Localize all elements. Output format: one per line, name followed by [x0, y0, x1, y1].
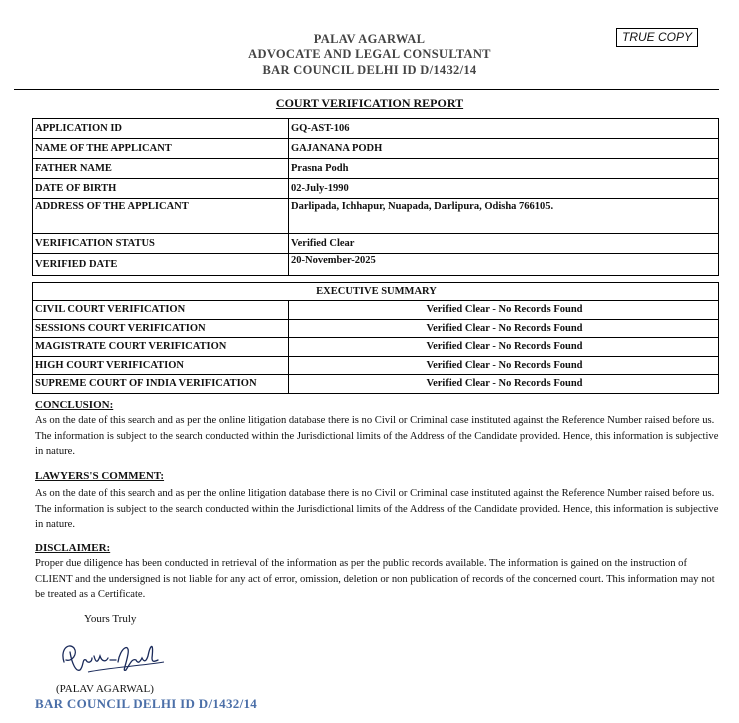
- conclusion-heading: CONCLUSION:: [35, 399, 114, 411]
- detail-value: GQ-AST-106: [289, 119, 719, 139]
- detail-value: 02-July-1990: [289, 179, 719, 199]
- table-row: [33, 319, 719, 338]
- table-row: [33, 283, 719, 301]
- summary-heading: EXECUTIVE SUMMARY: [33, 283, 719, 301]
- detail-value: Prasna Podh: [289, 159, 719, 179]
- summary-value: Verified Clear - No Records Found: [289, 301, 719, 320]
- summary-label: SESSIONS COURT VERIFICATION: [33, 319, 289, 338]
- table-row: [33, 356, 719, 375]
- table-row: [33, 139, 719, 159]
- letterhead-title: ADVOCATE AND LEGAL CONSULTANT: [248, 47, 491, 61]
- summary-value: Verified Clear - No Records Found: [289, 375, 719, 394]
- signatory-name: (PALAV AGARWAL): [56, 683, 154, 695]
- detail-label: VERIFICATION STATUS: [33, 234, 289, 254]
- disclaimer-text: Proper due diligence has been conducted in retrieval of the information as per the public records available. The information is gained on the instruction of CLIENT and the undersigned is not liable for any act of error, omission, deletion or non publication of records of the concerned court. This information may not be treated as a Certificate.: [35, 558, 715, 600]
- comment-heading: LAWYERS'S COMMENT:: [35, 470, 165, 482]
- table-row: [33, 234, 719, 254]
- detail-label: NAME OF THE APPLICANT: [33, 139, 289, 159]
- table-row: [33, 159, 719, 179]
- table-row: [33, 301, 719, 320]
- report-title: COURT VERIFICATION REPORT: [275, 96, 464, 110]
- applicant-details-table: [32, 118, 719, 276]
- summary-value: Verified Clear - No Records Found: [289, 338, 719, 357]
- summary-value: Verified Clear - No Records Found: [289, 356, 719, 375]
- detail-label: FATHER NAME: [33, 159, 289, 179]
- header-divider: [14, 89, 719, 90]
- detail-value: 20-November-2025: [289, 254, 719, 276]
- letterhead-name: PALAV AGARWAL: [313, 32, 426, 46]
- signatory-bar-id: BAR COUNCIL DELHI ID D/1432/14: [35, 696, 258, 711]
- summary-label: CIVIL COURT VERIFICATION: [33, 301, 289, 320]
- detail-label: ADDRESS OF THE APPLICANT: [33, 199, 289, 234]
- summary-label: SUPREME COURT OF INDIA VERIFICATION: [33, 375, 289, 394]
- summary-value: Verified Clear - No Records Found: [289, 319, 719, 338]
- conclusion-text: As on the date of this search and as per the online litigation database there is no Civil or Criminal case instituted against the Reference Number raised before us. The information is subject to the search conducted within the Jurisdictional limits of the Address of the Candidate provided. Hence, this information is subjective in nature.: [35, 415, 719, 457]
- comment-text: As on the date of this search and as per the online litigation database there is no Civil or Criminal case instituted against the Reference Number raised before us. The information is subject to the search conducted within the Jurisdictional limits of the Address of the Candidate provided. Hence, this information is subjective in nature.: [35, 488, 719, 530]
- detail-value: Darlipada, Ichhapur, Nuapada, Darlipura, Odisha 766105.: [289, 199, 719, 234]
- detail-label: APPLICATION ID: [33, 119, 289, 139]
- letterhead-bar-id: BAR COUNCIL DELHI ID D/1432/14: [262, 63, 477, 77]
- executive-summary-table: [32, 282, 719, 394]
- detail-value: GAJANANA PODH: [289, 139, 719, 159]
- disclaimer-heading: DISCLAIMER:: [35, 542, 111, 554]
- table-row: [33, 119, 719, 139]
- summary-label: HIGH COURT VERIFICATION: [33, 356, 289, 375]
- true-copy-stamp: TRUE COPY: [616, 28, 698, 47]
- signature-image: [58, 632, 168, 680]
- table-row: [33, 254, 719, 276]
- detail-label: VERIFIED DATE: [33, 254, 289, 276]
- table-row: [33, 375, 719, 394]
- closing-text: Yours Truly: [84, 613, 137, 625]
- detail-value: Verified Clear: [289, 234, 719, 254]
- summary-label: MAGISTRATE COURT VERIFICATION: [33, 338, 289, 357]
- table-row: [33, 199, 719, 234]
- table-row: [33, 179, 719, 199]
- detail-label: DATE OF BIRTH: [33, 179, 289, 199]
- table-row: [33, 338, 719, 357]
